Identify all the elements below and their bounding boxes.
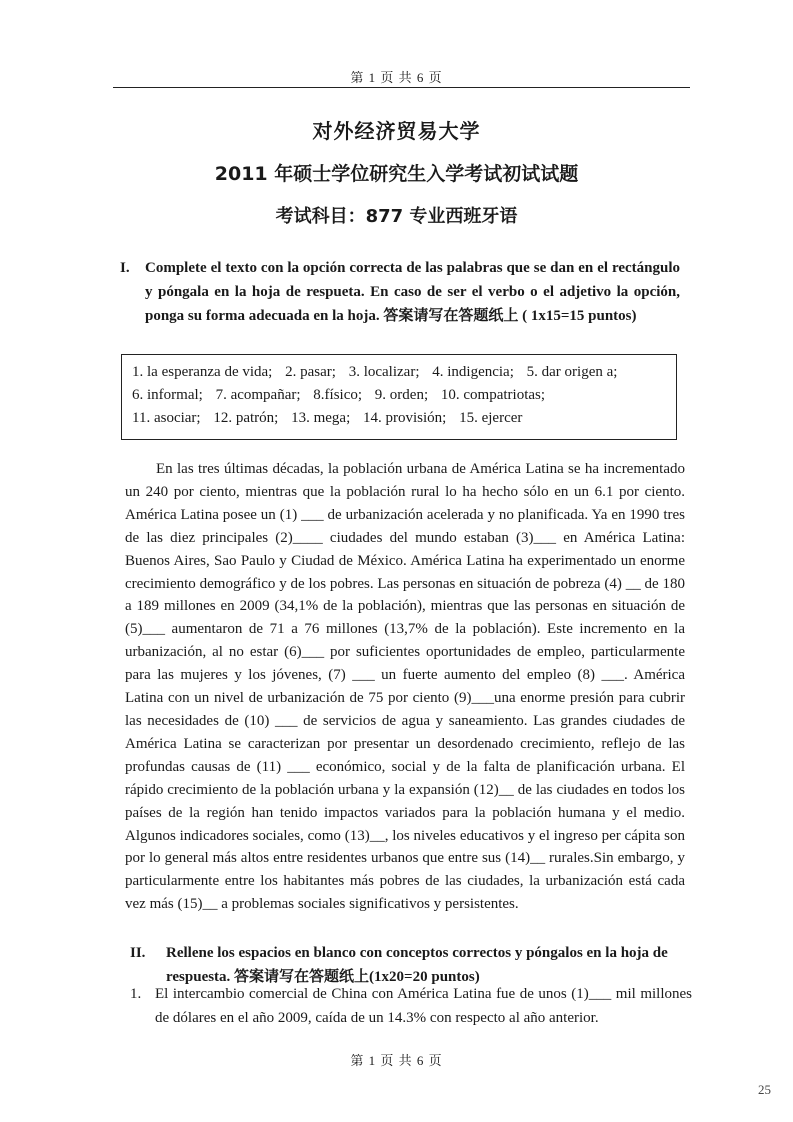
- question-text: El intercambio comercial de China con América Latina fue de unos (1)___ mil millones de dólares en el año 2009, caída de un 14.3% con respecto al año anterior.: [155, 986, 692, 1026]
- word-option: 14. provisión;: [363, 410, 447, 426]
- reading-passage: [125, 458, 685, 916]
- word-bank-box: [121, 354, 677, 440]
- question-number: 1.: [130, 986, 142, 1002]
- word-option: 15. ejercer: [459, 410, 523, 426]
- word-bank-row: [132, 407, 666, 430]
- passage-paragraph: En las tres últimas décadas, la población urbana de América Latina se ha incrementado un 240 por ciento, mientras que la población rural lo ha hecho sólo en un 6.1 por ciento. América Latina posee un (1) ___ de urbanización acelerada y no planificada. Ya en 1990 tres de las diez principales (2)____ ciudades del mundo estaban (3)___ en América Latina: Buenos Aires, Sao Paulo y Ciudad de México. América Latina ha experimentado un enorme crecimiento demográfico y de los pobres. Las personas en situación de pobreza (4) __ de 180 a 189 millones en 2009 (34,1% de la población), mientras que las personas en situación de (5)___ aumentaron de 71 a 76 millones (13,7% de la población). Este incremento en la urbanización, al no estar (6)___ por suficientes oportunidades de empleo, particularmente para las mujeres y los jóvenes, (7) ___ un fuerte aumento del empleo (8) ___. América Latina con un nivel de urbanización de 75 por ciento (9)___una enorme presión para cubrir las necesidades de (10) ___ de servicios de agua y saneamiento. Las grandes ciudades de América Latina se caracterizan por presentar un desordenado crecimiento, reflejo de las profundas causas de (11) ___ económico, social y de la falta de planificación urbana. El rápido crecimiento de la población urbana y la expansión (12)__ de las ciudades en todos los países de la región han tenido impactos variados para la población humana y el medio. Algunos indicadores sociales, como (13)__, los niveles educativos y el ingreso per cápita son por lo general más altos entre residentes urbanos que entre sus (14)__ rurales.Sin embargo, y particularmente entre los habitantes más pobres de las ciudades, la urbanización está cada vez más (15)__ a problemas sociales significativos y persistentes.: [125, 461, 685, 913]
- header-page-label: 第 1 页 共 6 页: [350, 70, 443, 85]
- header-rule: [113, 87, 690, 88]
- word-option: 13. mega;: [291, 410, 351, 426]
- word-option: 12. patrón;: [213, 410, 279, 426]
- section2-instructions: Rellene los espacios en blanco con conceptos correctos y póngalos en la hoja de respuesta. 答案请写在答题纸上(1x20=20 puntos): [166, 945, 668, 985]
- word-option: 10. compatriotas;: [440, 387, 546, 403]
- section1-instructions: Complete el texto con la opción correcta de las palabras que se dan en el rectángulo y póngala en la hoja de respueta. En caso de ser el verbo o el adjetivo la opción, ponga su forma adecuada en la hoja. 答案请写在答题纸上 ( 1x15=15 puntos): [145, 260, 680, 324]
- word-option: 11. asociar;: [132, 410, 201, 426]
- word-option: 2. pasar;: [285, 364, 336, 380]
- word-bank-row: [132, 361, 666, 384]
- word-option: 8.físico;: [313, 387, 363, 403]
- word-option: 9. orden;: [374, 387, 429, 403]
- subject-title: 考试科目：877 专业西班牙语: [275, 206, 518, 227]
- exam-title: 2011 年硕士学位研究生入学考试初试试题: [214, 163, 579, 185]
- word-option: 1. la esperanza de vida;: [132, 364, 273, 380]
- word-bank-row: [132, 384, 666, 407]
- section1-number: I.: [120, 260, 130, 276]
- section2-number: II.: [130, 945, 146, 961]
- university-title: 对外经济贸易大学: [312, 119, 481, 143]
- footer-page-label: 第 1 页 共 6 页: [350, 1053, 443, 1068]
- word-option: 5. dar origen a;: [526, 364, 618, 380]
- word-option: 7. acompañar;: [215, 387, 301, 403]
- word-option: 3. localizar;: [348, 364, 420, 380]
- word-option: 6. informal;: [132, 387, 203, 403]
- scan-page-number: 25: [758, 1082, 771, 1097]
- word-option: 4. indigencia;: [432, 364, 514, 380]
